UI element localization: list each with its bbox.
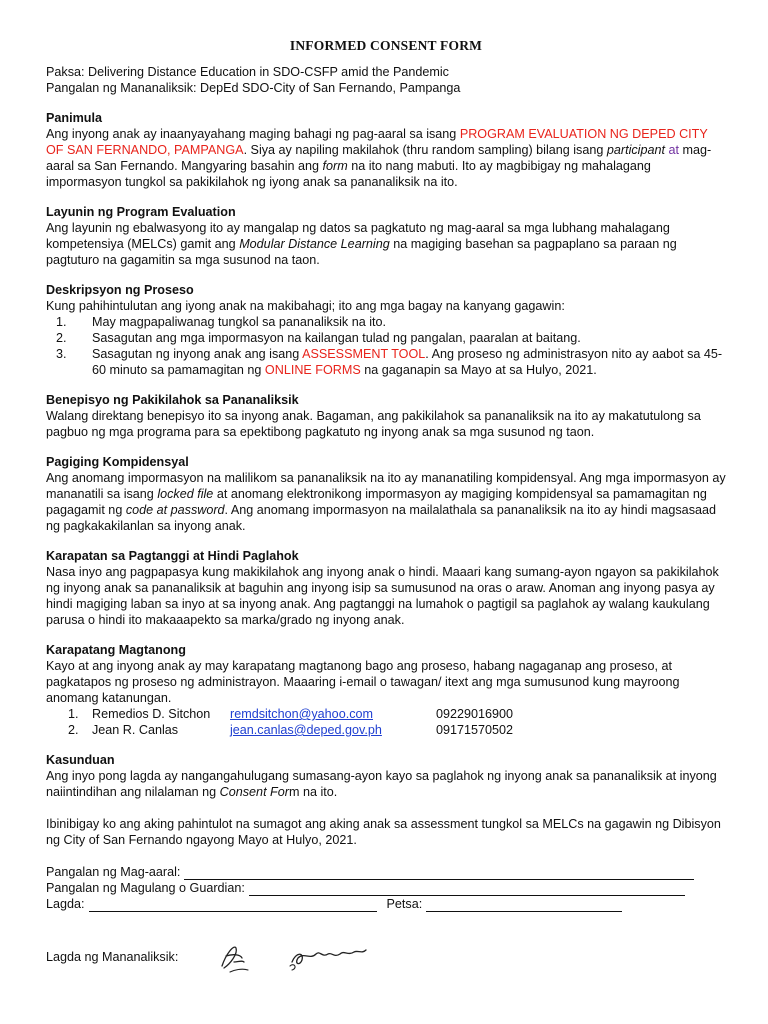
contact-number: 2.	[68, 723, 79, 737]
contact-email-link[interactable]: jean.canlas@deped.gov.ph	[230, 723, 382, 737]
benepisyo-text: Walang direktang benepisyo ito sa inyong anak. Bagaman, ang pakikilahok sa pananaliksik na ito ay makatutulong sa pagbuo ng mga programa para sa epektibong pagkatuto ng inyong anak sa mga susunod ng taon.	[46, 409, 701, 439]
contact-name: Remedios D. Sitchon	[92, 707, 211, 721]
contact-name: Jean R. Canlas	[92, 723, 179, 737]
deskripsyon-heading: Deskripsyon ng Proseso	[46, 283, 194, 297]
signature-label: Lagda:	[46, 897, 85, 911]
form-meta	[46, 64, 726, 96]
magtanong-heading: Karapatang Magtanong	[46, 643, 186, 657]
layunin-heading: Layunin ng Program Evaluation	[46, 205, 236, 219]
researcher-signature-row	[46, 932, 726, 982]
magtanong-text: Kayo at ang inyong anak ay may karapatang magtanong bago ang proseso, habang nagaganap ang proseso, at pagkatapos ng proseso ng administrayon. Maaaring i-email o tawagan/ itext ang mga sumusunod kung mayroong anomang katanungan.	[46, 659, 680, 705]
list-item: 1. May magpapaliwanag tungkol sa pananaliksik na ito.	[70, 314, 726, 330]
guardian-name-field[interactable]	[249, 883, 685, 896]
layunin-text: Ang layunin ng ebalwasyong ito ay mangalap ng datos sa pagkatuto ng mag-aaral sa mga lubhang mahalagang kompetensiya (MELCs) gamit ang Modular Distance Learning na magiging basehan sa pagpaplano sa paraan ng pagtuturo na gagamitin sa mga susunod na taon.	[46, 221, 677, 267]
researcher-signature-label: Lagda ng Mananaliksik:	[46, 950, 179, 964]
student-name-row	[46, 864, 726, 880]
consent-statement: Ibinibigay ko ang aking pahintulot na sumagot ang aking anak sa assessment tungkol sa MELCs na gagawin ng Dibisyon ng City of San Fernando ngayong Mayo at Hulyo, 2021.	[46, 817, 721, 847]
date-field[interactable]	[426, 899, 622, 912]
kompidensyal-text: Ang anomang impormasyon na malilikom sa pananaliksik na ito ay mananatiling kompidensyal. Ang mga impormasyon ay mananatili sa isang locked file at anomang elektronikong impormasyon ay magiging kompidensyal sa pamamagitan ng pagagamit ng code at password. Ang anomang impormasyon na mailalathala sa pananaliksik na ito ay hindi magsasaad ng pagkakakilanlan sa inyong anak.	[46, 471, 726, 533]
list-item: 3. Sasagutan ng inyong anak ang isang ASSESSMENT TOOL. Ang proseso ng administrasyon nito ay aabot sa 45-60 minuto sa pamamagitan ng ONLINE FORMS na gaganapin sa Mayo at sa Hulyo, 2021.	[70, 346, 726, 378]
panimula-heading: Panimula	[46, 111, 102, 125]
kasunduan-text: Ang inyo pong lagda ay nangangahulugang sumasang-ayon kayo sa paglahok ng inyong anak sa pananaliksik at inyong naiintindihan ang nilalaman ng Consent Form na ito.	[46, 769, 717, 799]
topic-line: Paksa: Delivering Distance Education in SDO-CSFP amid the Pandemic	[46, 65, 449, 79]
student-name-field[interactable]	[184, 867, 694, 880]
deskripsyon-intro: Kung pahihintulutan ang iyong anak na makibahagi; ito ang mga bagay na kanyang gagawin:	[46, 299, 565, 313]
researcher-line: Pangalan ng Mananaliksik: DepEd SDO-City of San Fernando, Pampanga	[46, 81, 461, 95]
signature-date-row	[46, 896, 726, 912]
student-name-label: Pangalan ng Mag-aaral:	[46, 865, 181, 879]
guardian-name-row	[46, 880, 726, 896]
contact-phone: 09171570502	[436, 723, 514, 737]
contact-row	[68, 706, 726, 722]
consent-form-page	[46, 38, 726, 912]
kasunduan-heading: Kasunduan	[46, 753, 115, 767]
contact-row	[68, 722, 726, 738]
contact-phone: 09229016900	[436, 707, 514, 721]
guardian-name-label: Pangalan ng Magulang o Guardian:	[46, 881, 245, 895]
contact-email-link[interactable]: remdsitchon@yahoo.com	[230, 707, 373, 721]
panimula-text: Ang inyong anak ay inaanyayahang maging bahagi ng pag-aaral sa isang PROGRAM EVALUATION NG DEPED CITY OF SAN FERNANDO, PAMPANGA. Siya ay napiling makilahok (thru random sampling) bilang isang participant at mag-aaral sa San Fernando. Mangyaring basahin ang form na ito nang mabuti. Ito ay magbibigay ng mahalagang impormasyon tungkol sa pakikilahok ng iyong anak sa pananaliksik na ito.	[46, 127, 712, 189]
process-list	[46, 314, 726, 378]
karapatan-text: Nasa inyo ang pagpapasya kung makikilahok ang inyong anak o hindi. Maaari kang sumang-ayon ngayon sa pakikilahok ng inyong anak sa pananaliksik at baguhin ang inyong isip sa sumusunod na oras o araw. Anoman ang inyong pasya ay hindi magiging laban sa inyo at sa inyong anak. Ang pagtanggi na lumahok o pagtigil sa paglahok ay walang kaukulang parusa o hindi ito makaaapekto sa marka/grado ng inyong anak.	[46, 565, 719, 627]
benepisyo-heading: Benepisyo ng Pakikilahok sa Pananaliksik	[46, 393, 299, 407]
signature-field[interactable]	[89, 899, 377, 912]
kompidensyal-heading: Pagiging Kompidensyal	[46, 455, 189, 469]
handwritten-signature-icon	[212, 932, 412, 980]
contact-number: 1.	[68, 707, 79, 721]
date-label: Petsa:	[386, 897, 423, 911]
karapatan-heading: Karapatan sa Pagtanggi at Hindi Paglahok	[46, 549, 299, 563]
list-item: 2. Sasagutan ang mga impormasyon na kailangan tulad ng pangalan, paaralan at baitang.	[70, 330, 726, 346]
form-title: INFORMED CONSENT FORM	[289, 38, 483, 53]
